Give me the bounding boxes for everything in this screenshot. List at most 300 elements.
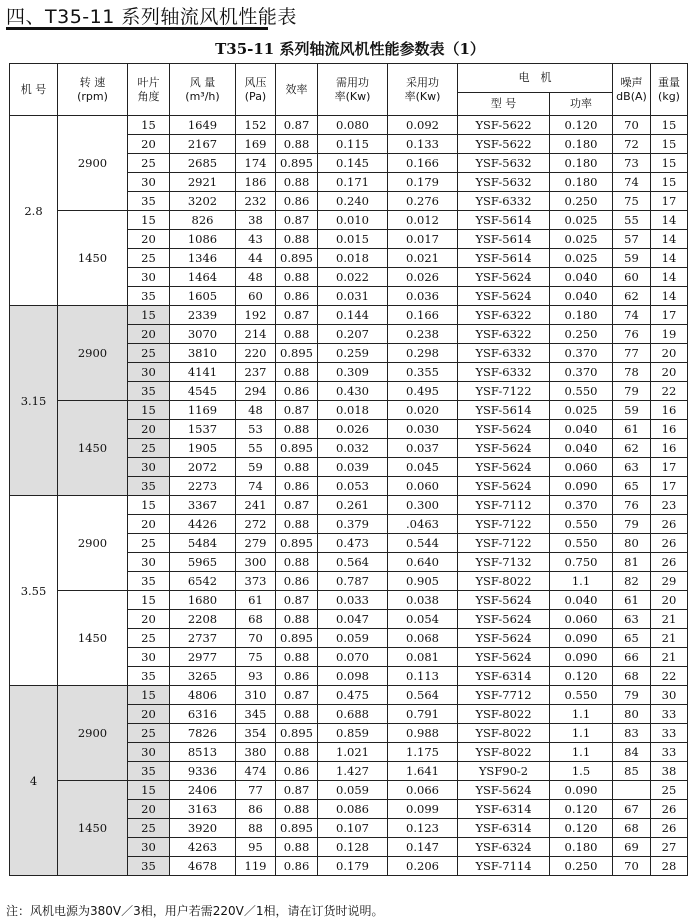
pressure-cell: 186 [236,173,276,192]
noise-cell: 79 [613,686,651,705]
blade-angle-cell: 25 [128,249,170,268]
pressure-cell: 44 [236,249,276,268]
airflow-cell: 1086 [170,230,236,249]
weight-cell: 33 [651,724,688,743]
efficiency-cell: 0.88 [276,648,318,667]
motor-power-cell: 0.025 [550,401,613,420]
required-power-cell: 0.059 [318,629,388,648]
table-row [10,116,688,135]
airflow-cell: 3367 [170,496,236,515]
blade-angle-cell: 15 [128,116,170,135]
pressure-cell: 119 [236,857,276,876]
weight-cell: 26 [651,553,688,572]
noise-cell: 55 [613,211,651,230]
motor-model-cell: YSF-8022 [458,724,550,743]
adopted-power-cell: 0.060 [388,477,458,496]
weight-cell: 20 [651,591,688,610]
pressure-cell: 474 [236,762,276,781]
noise-cell: 69 [613,838,651,857]
pressure-cell: 75 [236,648,276,667]
noise-cell: 85 [613,762,651,781]
airflow-cell: 2921 [170,173,236,192]
motor-power-cell: 0.040 [550,268,613,287]
motor-model-cell: YSF-5624 [458,420,550,439]
efficiency-cell: 0.88 [276,173,318,192]
header-airflow: 风 量 (m³/h) [170,64,236,116]
weight-cell: 29 [651,572,688,591]
motor-model-cell: YSF-5624 [458,458,550,477]
efficiency-cell: 0.87 [276,211,318,230]
table-body [10,116,688,876]
noise-cell: 66 [613,648,651,667]
weight-cell: 21 [651,648,688,667]
blade-angle-cell: 35 [128,857,170,876]
noise-cell: 68 [613,667,651,686]
motor-model-cell: YSF-5614 [458,211,550,230]
speed-cell: 2900 [58,686,128,781]
noise-cell: 59 [613,401,651,420]
motor-model-cell: YSF-8022 [458,705,550,724]
pressure-cell: 300 [236,553,276,572]
speed-cell: 2900 [58,496,128,591]
adopted-power-cell: 1.641 [388,762,458,781]
adopted-power-cell: 0.026 [388,268,458,287]
pressure-cell: 93 [236,667,276,686]
efficiency-cell: 0.86 [276,477,318,496]
efficiency-cell: 0.86 [276,287,318,306]
noise-cell: 61 [613,420,651,439]
noise-cell: 79 [613,515,651,534]
motor-model-cell: YSF-5622 [458,116,550,135]
adopted-power-cell: 0.020 [388,401,458,420]
airflow-cell: 1464 [170,268,236,287]
pressure-cell: 38 [236,211,276,230]
noise-cell: 82 [613,572,651,591]
weight-cell: 17 [651,477,688,496]
adopted-power-cell: 0.905 [388,572,458,591]
noise-cell: 63 [613,610,651,629]
adopted-power-cell: 0.791 [388,705,458,724]
noise-cell: 81 [613,553,651,572]
adopted-power-cell: 0.179 [388,173,458,192]
adopted-power-cell: 0.066 [388,781,458,800]
pressure-cell: 48 [236,401,276,420]
pressure-cell: 232 [236,192,276,211]
pressure-cell: 43 [236,230,276,249]
noise-cell: 74 [613,173,651,192]
required-power-cell: 0.564 [318,553,388,572]
header-motor-model: 型 号 [458,93,550,116]
required-power-cell: 0.473 [318,534,388,553]
motor-model-cell: YSF-5632 [458,154,550,173]
adopted-power-cell: 0.092 [388,116,458,135]
pressure-cell: 237 [236,363,276,382]
motor-power-cell: 1.1 [550,743,613,762]
weight-cell: 15 [651,135,688,154]
airflow-cell: 2737 [170,629,236,648]
motor-power-cell: 0.250 [550,857,613,876]
header-blade-angle: 叶片 角度 [128,64,170,116]
efficiency-cell: 0.88 [276,363,318,382]
weight-cell: 17 [651,306,688,325]
motor-power-cell: 0.370 [550,363,613,382]
weight-cell: 20 [651,363,688,382]
required-power-cell: 0.053 [318,477,388,496]
motor-power-cell: 1.5 [550,762,613,781]
weight-cell: 16 [651,401,688,420]
airflow-cell: 1649 [170,116,236,135]
table-row [10,496,688,515]
motor-model-cell: YSF-5614 [458,401,550,420]
blade-angle-cell: 25 [128,154,170,173]
noise-cell: 63 [613,458,651,477]
motor-power-cell: 0.550 [550,686,613,705]
required-power-cell: 0.859 [318,724,388,743]
adopted-power-cell: 0.113 [388,667,458,686]
adopted-power-cell: 0.068 [388,629,458,648]
motor-power-cell: 0.060 [550,610,613,629]
speed-cell: 1450 [58,781,128,876]
motor-model-cell: YSF-5624 [458,591,550,610]
motor-power-cell: 0.180 [550,154,613,173]
airflow-cell: 3202 [170,192,236,211]
motor-model-cell: YSF-6324 [458,838,550,857]
motor-model-cell: YSF-5614 [458,249,550,268]
adopted-power-cell: 0.021 [388,249,458,268]
blade-angle-cell: 35 [128,287,170,306]
speed-cell: 2900 [58,116,128,211]
motor-model-cell: YSF-8022 [458,572,550,591]
blade-angle-cell: 20 [128,230,170,249]
adopted-power-cell: 0.166 [388,154,458,173]
header-efficiency: 效率 [276,64,318,116]
motor-model-cell: YSF-7122 [458,534,550,553]
pressure-cell: 60 [236,287,276,306]
adopted-power-cell: 0.640 [388,553,458,572]
efficiency-cell: 0.88 [276,135,318,154]
efficiency-cell: 0.88 [276,515,318,534]
noise-cell: 80 [613,705,651,724]
airflow-cell: 4141 [170,363,236,382]
weight-cell: 14 [651,249,688,268]
required-power-cell: 0.032 [318,439,388,458]
efficiency-cell: 0.895 [276,344,318,363]
speed-cell: 1450 [58,591,128,686]
required-power-cell: 1.021 [318,743,388,762]
efficiency-cell: 0.895 [276,249,318,268]
pressure-cell: 354 [236,724,276,743]
motor-model-cell: YSF-6322 [458,306,550,325]
noise-cell: 68 [613,819,651,838]
blade-angle-cell: 25 [128,629,170,648]
noise-cell: 62 [613,439,651,458]
noise-cell: 65 [613,629,651,648]
weight-cell: 17 [651,458,688,477]
airflow-cell: 3810 [170,344,236,363]
adopted-power-cell: 0.276 [388,192,458,211]
model-no-cell: 4 [10,686,58,876]
motor-power-cell: 1.1 [550,572,613,591]
motor-power-cell: 1.1 [550,724,613,743]
blade-angle-cell: 20 [128,800,170,819]
motor-power-cell: 0.090 [550,477,613,496]
adopted-power-cell: 0.036 [388,287,458,306]
required-power-cell: 0.070 [318,648,388,667]
pressure-cell: 214 [236,325,276,344]
noise-cell: 67 [613,800,651,819]
blade-angle-cell: 15 [128,401,170,420]
efficiency-cell: 0.895 [276,154,318,173]
blade-angle-cell: 30 [128,743,170,762]
motor-power-cell: 0.180 [550,135,613,154]
airflow-cell: 9336 [170,762,236,781]
speed-cell: 1450 [58,211,128,306]
motor-model-cell: YSF-5624 [458,477,550,496]
motor-model-cell: YSF-5624 [458,781,550,800]
blade-angle-cell: 15 [128,591,170,610]
blade-angle-cell: 35 [128,192,170,211]
noise-cell: 79 [613,382,651,401]
blade-angle-cell: 35 [128,477,170,496]
airflow-cell: 2072 [170,458,236,477]
performance-table [9,63,688,876]
motor-power-cell: 0.090 [550,629,613,648]
footnote: 注：风机电源为380V／3相，用户若需220V／1相，请在订货时说明。 [6,904,384,918]
adopted-power-cell: 1.175 [388,743,458,762]
weight-cell: 17 [651,192,688,211]
motor-model-cell: YSF-5624 [458,439,550,458]
weight-cell: 26 [651,515,688,534]
speed-cell: 2900 [58,306,128,401]
pressure-cell: 55 [236,439,276,458]
airflow-cell: 2167 [170,135,236,154]
weight-cell: 30 [651,686,688,705]
motor-power-cell: 0.550 [550,382,613,401]
airflow-cell: 4426 [170,515,236,534]
airflow-cell: 3920 [170,819,236,838]
adopted-power-cell: 0.017 [388,230,458,249]
blade-angle-cell: 35 [128,382,170,401]
adopted-power-cell: 0.355 [388,363,458,382]
motor-model-cell: YSF-7114 [458,857,550,876]
efficiency-cell: 0.895 [276,534,318,553]
weight-cell: 15 [651,116,688,135]
required-power-cell: 0.379 [318,515,388,534]
blade-angle-cell: 25 [128,439,170,458]
noise-cell: 75 [613,192,651,211]
airflow-cell: 4678 [170,857,236,876]
noise-cell: 84 [613,743,651,762]
motor-model-cell: YSF-7132 [458,553,550,572]
pressure-cell: 220 [236,344,276,363]
blade-angle-cell: 30 [128,838,170,857]
blade-angle-cell: 15 [128,211,170,230]
weight-cell: 25 [651,781,688,800]
table-row [10,401,688,420]
motor-model-cell: YSF-6332 [458,192,550,211]
required-power-cell: 0.018 [318,249,388,268]
motor-power-cell: 0.120 [550,116,613,135]
table-row [10,211,688,230]
airflow-cell: 2685 [170,154,236,173]
required-power-cell: 0.475 [318,686,388,705]
airflow-cell: 2208 [170,610,236,629]
motor-model-cell: YSF-6314 [458,819,550,838]
required-power-cell: 0.018 [318,401,388,420]
motor-power-cell: 0.025 [550,211,613,230]
efficiency-cell: 0.895 [276,724,318,743]
blade-angle-cell: 35 [128,572,170,591]
efficiency-cell: 0.88 [276,743,318,762]
pressure-cell: 95 [236,838,276,857]
pressure-cell: 279 [236,534,276,553]
section-title: 四、T35-11 系列轴流风机性能表 [6,6,297,28]
blade-angle-cell: 25 [128,344,170,363]
motor-power-cell: 0.370 [550,344,613,363]
required-power-cell: 0.080 [318,116,388,135]
noise-cell: 80 [613,534,651,553]
noise-cell: 73 [613,154,651,173]
pressure-cell: 380 [236,743,276,762]
pressure-cell: 345 [236,705,276,724]
noise-cell: 83 [613,724,651,743]
required-power-cell: 0.207 [318,325,388,344]
required-power-cell: 0.031 [318,287,388,306]
airflow-cell: 2273 [170,477,236,496]
motor-power-cell: 0.025 [550,249,613,268]
efficiency-cell: 0.87 [276,401,318,420]
motor-power-cell: 1.1 [550,705,613,724]
airflow-cell: 1680 [170,591,236,610]
required-power-cell: 0.179 [318,857,388,876]
motor-power-cell: 0.090 [550,648,613,667]
airflow-cell: 8513 [170,743,236,762]
weight-cell: 20 [651,344,688,363]
motor-power-cell: 0.060 [550,458,613,477]
required-power-cell: 0.039 [318,458,388,477]
motor-power-cell: 0.040 [550,439,613,458]
motor-power-cell: 0.040 [550,420,613,439]
blade-angle-cell: 20 [128,515,170,534]
motor-power-cell: 0.550 [550,515,613,534]
motor-power-cell: 0.180 [550,306,613,325]
pressure-cell: 86 [236,800,276,819]
airflow-cell: 3070 [170,325,236,344]
adopted-power-cell: 0.054 [388,610,458,629]
blade-angle-cell: 20 [128,135,170,154]
blade-angle-cell: 30 [128,173,170,192]
efficiency-cell: 0.86 [276,857,318,876]
table-row [10,306,688,325]
table-row [10,686,688,705]
efficiency-cell: 0.86 [276,762,318,781]
motor-power-cell: 0.040 [550,591,613,610]
adopted-power-cell: 0.030 [388,420,458,439]
speed-cell: 1450 [58,401,128,496]
required-power-cell: 0.026 [318,420,388,439]
adopted-power-cell: 0.012 [388,211,458,230]
table-title: T35-11 系列轴流风机性能参数表（1） [215,40,485,58]
motor-model-cell: YSF-8022 [458,743,550,762]
blade-angle-cell: 35 [128,667,170,686]
pressure-cell: 373 [236,572,276,591]
weight-cell: 15 [651,173,688,192]
model-no-cell: 3.55 [10,496,58,686]
noise-cell: 72 [613,135,651,154]
pressure-cell: 68 [236,610,276,629]
blade-angle-cell: 25 [128,724,170,743]
weight-cell: 21 [651,610,688,629]
efficiency-cell: 0.895 [276,819,318,838]
required-power-cell: 0.144 [318,306,388,325]
airflow-cell: 3265 [170,667,236,686]
blade-angle-cell: 30 [128,363,170,382]
blade-angle-cell: 15 [128,496,170,515]
noise-cell: 61 [613,591,651,610]
required-power-cell: 0.115 [318,135,388,154]
header-model-no: 机 号 [10,64,58,116]
noise-cell: 65 [613,477,651,496]
pressure-cell: 152 [236,116,276,135]
blade-angle-cell: 30 [128,553,170,572]
required-power-cell: 0.259 [318,344,388,363]
efficiency-cell: 0.88 [276,705,318,724]
required-power-cell: 1.427 [318,762,388,781]
header-required-power: 需用功 率(Kw) [318,64,388,116]
noise-cell: 77 [613,344,651,363]
adopted-power-cell: 0.081 [388,648,458,667]
required-power-cell: 0.033 [318,591,388,610]
required-power-cell: 0.098 [318,667,388,686]
motor-model-cell: YSF-6314 [458,800,550,819]
pressure-cell: 174 [236,154,276,173]
efficiency-cell: 0.88 [276,800,318,819]
blade-angle-cell: 20 [128,610,170,629]
required-power-cell: 0.261 [318,496,388,515]
blade-angle-cell: 20 [128,325,170,344]
required-power-cell: 0.240 [318,192,388,211]
weight-cell: 14 [651,287,688,306]
weight-cell: 22 [651,382,688,401]
adopted-power-cell: 0.038 [388,591,458,610]
motor-model-cell: YSF-7122 [458,515,550,534]
adopted-power-cell: 0.564 [388,686,458,705]
efficiency-cell: 0.87 [276,116,318,135]
airflow-cell: 1169 [170,401,236,420]
motor-model-cell: YSF-5614 [458,230,550,249]
weight-cell: 15 [651,154,688,173]
efficiency-cell: 0.87 [276,781,318,800]
required-power-cell: 0.128 [318,838,388,857]
header-motor-power: 功率 [550,93,613,116]
weight-cell: 21 [651,629,688,648]
efficiency-cell: 0.87 [276,306,318,325]
pressure-cell: 169 [236,135,276,154]
airflow-cell: 1537 [170,420,236,439]
required-power-cell: 0.047 [318,610,388,629]
blade-angle-cell: 20 [128,705,170,724]
header-speed: 转 速 (rpm) [58,64,128,116]
efficiency-cell: 0.87 [276,686,318,705]
adopted-power-cell: 0.300 [388,496,458,515]
pressure-cell: 61 [236,591,276,610]
airflow-cell: 2339 [170,306,236,325]
weight-cell: 19 [651,325,688,344]
noise-cell: 78 [613,363,651,382]
model-no-cell: 2.8 [10,116,58,306]
noise-cell: 76 [613,325,651,344]
airflow-cell: 4545 [170,382,236,401]
